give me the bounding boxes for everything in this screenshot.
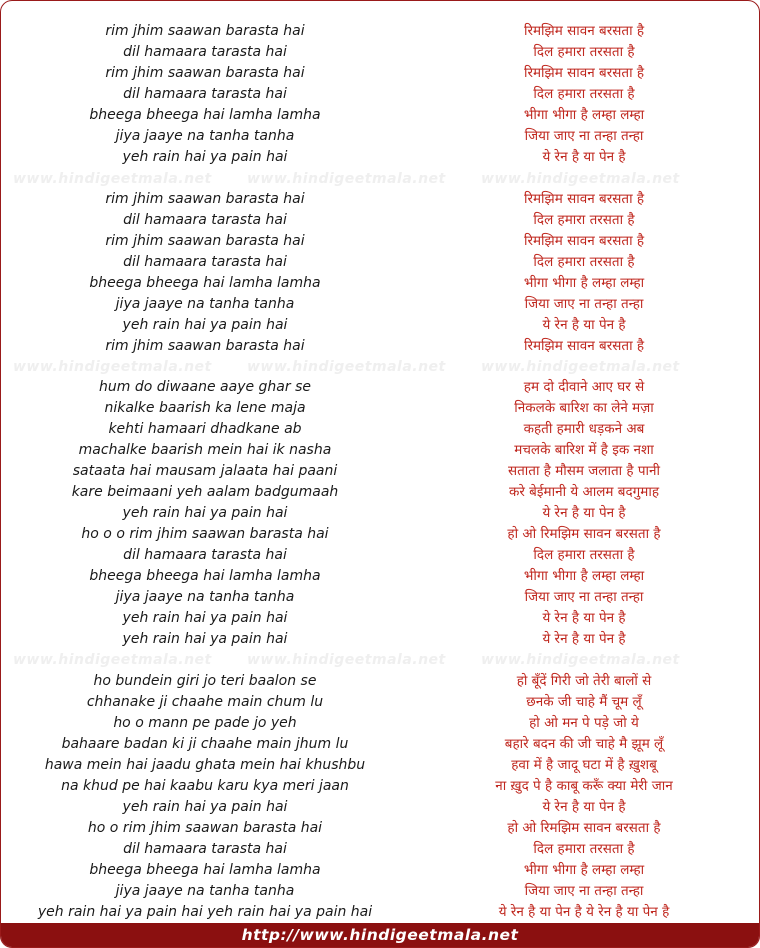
lyric-line-devanagari: रिमझिम सावन बरसता है xyxy=(523,338,645,354)
lyric-line-roman: rim jhim saawan barasta hai xyxy=(105,233,305,249)
lyric-line-devanagari: जिया जाए ना तन्हा तन्हा xyxy=(524,589,644,605)
lyric-line-roman: yeh rain hai ya pain hai xyxy=(122,505,288,521)
lyric-line-roman: jiya jaaye na tanha tanha xyxy=(115,589,295,605)
watermark-text: www.hindigeetmala.net xyxy=(247,171,446,187)
lyric-line-roman: yeh rain hai ya pain hai xyxy=(122,610,288,626)
lyric-line-roman: jiya jaaye na tanha tanha xyxy=(115,128,295,144)
lyric-line-roman: dil hamaara tarasta hai xyxy=(123,212,287,228)
lyric-line-roman: hawa mein hai jaadu ghata mein hai khushbu xyxy=(44,757,366,773)
lyric-line-roman: rim jhim saawan barasta hai xyxy=(105,23,305,39)
lyric-line-roman: rim jhim saawan barasta hai xyxy=(105,338,305,354)
lyric-line-roman: jiya jaaye na tanha tanha xyxy=(115,883,295,899)
lyric-line-devanagari: दिल हमारा तरसता है xyxy=(533,841,635,857)
lyric-line-roman: yeh rain hai ya pain hai xyxy=(122,317,288,333)
watermark-text: www.hindigeetmala.net xyxy=(481,652,680,668)
lyric-line-devanagari: हम दो दीवाने आए घर से xyxy=(523,379,645,395)
lyric-line-devanagari: जिया जाए ना तन्हा तन्हा xyxy=(524,883,644,899)
lyric-line-roman: bheega bheega hai lamha lamha xyxy=(89,275,321,291)
lyric-line-devanagari: करे बेईमानी ये आलम बदगुमाह xyxy=(508,484,660,500)
watermark-text: www.hindigeetmala.net xyxy=(247,359,446,375)
lyric-line-roman: na khud pe hai kaabu karu kya meri jaan xyxy=(61,778,349,794)
lyric-line-devanagari: दिल हमारा तरसता है xyxy=(533,254,635,270)
lyric-line-devanagari: हो ओ रिमझिम सावन बरसता है xyxy=(507,820,661,836)
lyric-line-roman: ho bundein giri jo teri baalon se xyxy=(93,673,317,689)
lyric-line-roman: bheega bheega hai lamha lamha xyxy=(89,568,321,584)
lyric-line-devanagari: कहती हमारी धड़कने अब xyxy=(523,421,645,437)
watermark-text: www.hindigeetmala.net xyxy=(481,171,680,187)
lyric-line-devanagari: हो बूँदें गिरी जो तेरी बालों से xyxy=(516,673,652,689)
lyric-line-devanagari: ये रेन है या पेन है xyxy=(542,149,626,165)
lyric-line-roman: yeh rain hai ya pain hai xyxy=(122,799,288,815)
lyric-line-devanagari: बहारे बदन की जी चाहे मै झूम लूँ xyxy=(504,736,664,752)
watermark-text: www.hindigeetmala.net xyxy=(481,359,680,375)
footer-site-link[interactable]: http://www.hindigeetmala.net xyxy=(241,926,519,944)
lyric-line-devanagari: भीगा भीगा है लम्हा लम्हा xyxy=(523,568,645,584)
lyric-line-devanagari: सताता है मौसम जलाता है पानी xyxy=(507,463,661,479)
lyric-line-roman: ho o mann pe pade jo yeh xyxy=(113,715,297,731)
lyric-line-devanagari: हो ओ मन पे पड़े जो ये xyxy=(529,715,639,731)
lyric-line-roman: dil hamaara tarasta hai xyxy=(123,841,287,857)
lyric-line-devanagari: ये रेन है या पेन है xyxy=(542,610,626,626)
lyric-line-devanagari: भीगा भीगा है लम्हा लम्हा xyxy=(523,862,645,878)
lyric-line-roman: rim jhim saawan barasta hai xyxy=(105,65,305,81)
lyric-line-roman: dil hamaara tarasta hai xyxy=(123,254,287,270)
lyric-line-devanagari: छनके जी चाहे मैं चूम लूँ xyxy=(526,694,642,710)
lyric-line-roman: dil hamaara tarasta hai xyxy=(123,44,287,60)
lyric-line-roman: bahaare badan ki ji chaahe main jhum lu xyxy=(61,736,349,752)
lyric-line-devanagari: ये रेन है या पेन है xyxy=(542,799,626,815)
lyric-line-devanagari: भीगा भीगा है लम्हा लम्हा xyxy=(523,275,645,291)
lyric-line-devanagari: ये रेन है या पेन है xyxy=(542,317,626,333)
lyric-line-roman: bheega bheega hai lamha lamha xyxy=(89,862,321,878)
lyric-line-devanagari: ये रेन है या पेन है xyxy=(542,631,626,647)
lyric-line-roman: rim jhim saawan barasta hai xyxy=(105,191,305,207)
watermark-text: www.hindigeetmala.net xyxy=(13,171,212,187)
lyric-line-roman: yeh rain hai ya pain hai xyxy=(122,631,288,647)
footer-bar xyxy=(1,923,759,947)
lyric-line-roman: ho o rim jhim saawan barasta hai xyxy=(87,820,323,836)
lyric-line-roman: kare beimaani yeh aalam badgumaah xyxy=(71,484,339,500)
lyric-line-devanagari: रिमझिम सावन बरसता है xyxy=(523,23,645,39)
lyric-line-roman: kehti hamaari dhadkane ab xyxy=(108,421,302,437)
lyric-line-roman: dil hamaara tarasta hai xyxy=(123,86,287,102)
watermark-text: www.hindigeetmala.net xyxy=(13,359,212,375)
lyric-line-devanagari: जिया जाए ना तन्हा तन्हा xyxy=(524,296,644,312)
lyric-line-devanagari: मचलके बारिश में है इक नशा xyxy=(514,442,654,458)
lyric-line-devanagari: रिमझिम सावन बरसता है xyxy=(523,65,645,81)
lyric-line-devanagari: दिल हमारा तरसता है xyxy=(533,547,635,563)
lyric-line-roman: hum do diwaane aaye ghar se xyxy=(98,379,312,395)
lyric-line-devanagari: ये रेन है या पेन है xyxy=(542,505,626,521)
lyric-line-roman: jiya jaaye na tanha tanha xyxy=(115,296,295,312)
lyric-line-devanagari: रिमझिम सावन बरसता है xyxy=(523,191,645,207)
lyric-line-roman: yeh rain hai ya pain hai xyxy=(122,149,288,165)
lyric-line-devanagari: निकलके बारिश का लेने मज़ा xyxy=(514,400,654,416)
lyric-line-roman: machalke baarish mein hai ik nasha xyxy=(78,442,332,458)
lyric-line-roman: sataata hai mausam jalaata hai paani xyxy=(72,463,338,479)
watermark-text: www.hindigeetmala.net xyxy=(13,652,212,668)
lyric-line-devanagari: रिमझिम सावन बरसता है xyxy=(523,233,645,249)
lyric-line-roman: yeh rain hai ya pain hai yeh rain hai ya pain hai xyxy=(37,904,373,920)
lyric-line-devanagari: हवा में है जादू घटा में है ख़ुशबू xyxy=(511,757,657,773)
lyric-line-devanagari: भीगा भीगा है लम्हा लम्हा xyxy=(523,107,645,123)
lyric-line-devanagari: दिल हमारा तरसता है xyxy=(533,44,635,60)
lyric-line-roman: dil hamaara tarasta hai xyxy=(123,547,287,563)
lyric-line-devanagari: ना ख़ुद पे है काबू करूँ क्या मेरी जान xyxy=(495,778,673,794)
lyric-line-roman: bheega bheega hai lamha lamha xyxy=(89,107,321,123)
lyric-line-devanagari: हो ओ रिमझिम सावन बरसता है xyxy=(507,526,661,542)
lyric-line-devanagari: ये रेन है या पेन है ये रेन है या पेन है xyxy=(498,904,670,920)
lyric-line-roman: ho o o rim jhim saawan barasta hai xyxy=(81,526,329,542)
lyric-line-roman: nikalke baarish ka lene maja xyxy=(104,400,306,416)
lyric-line-devanagari: दिल हमारा तरसता है xyxy=(533,212,635,228)
lyric-line-roman: chhanake ji chaahe main chum lu xyxy=(86,694,324,710)
lyric-line-devanagari: जिया जाए ना तन्हा तन्हा xyxy=(524,128,644,144)
watermark-text: www.hindigeetmala.net xyxy=(247,652,446,668)
lyric-line-devanagari: दिल हमारा तरसता है xyxy=(533,86,635,102)
